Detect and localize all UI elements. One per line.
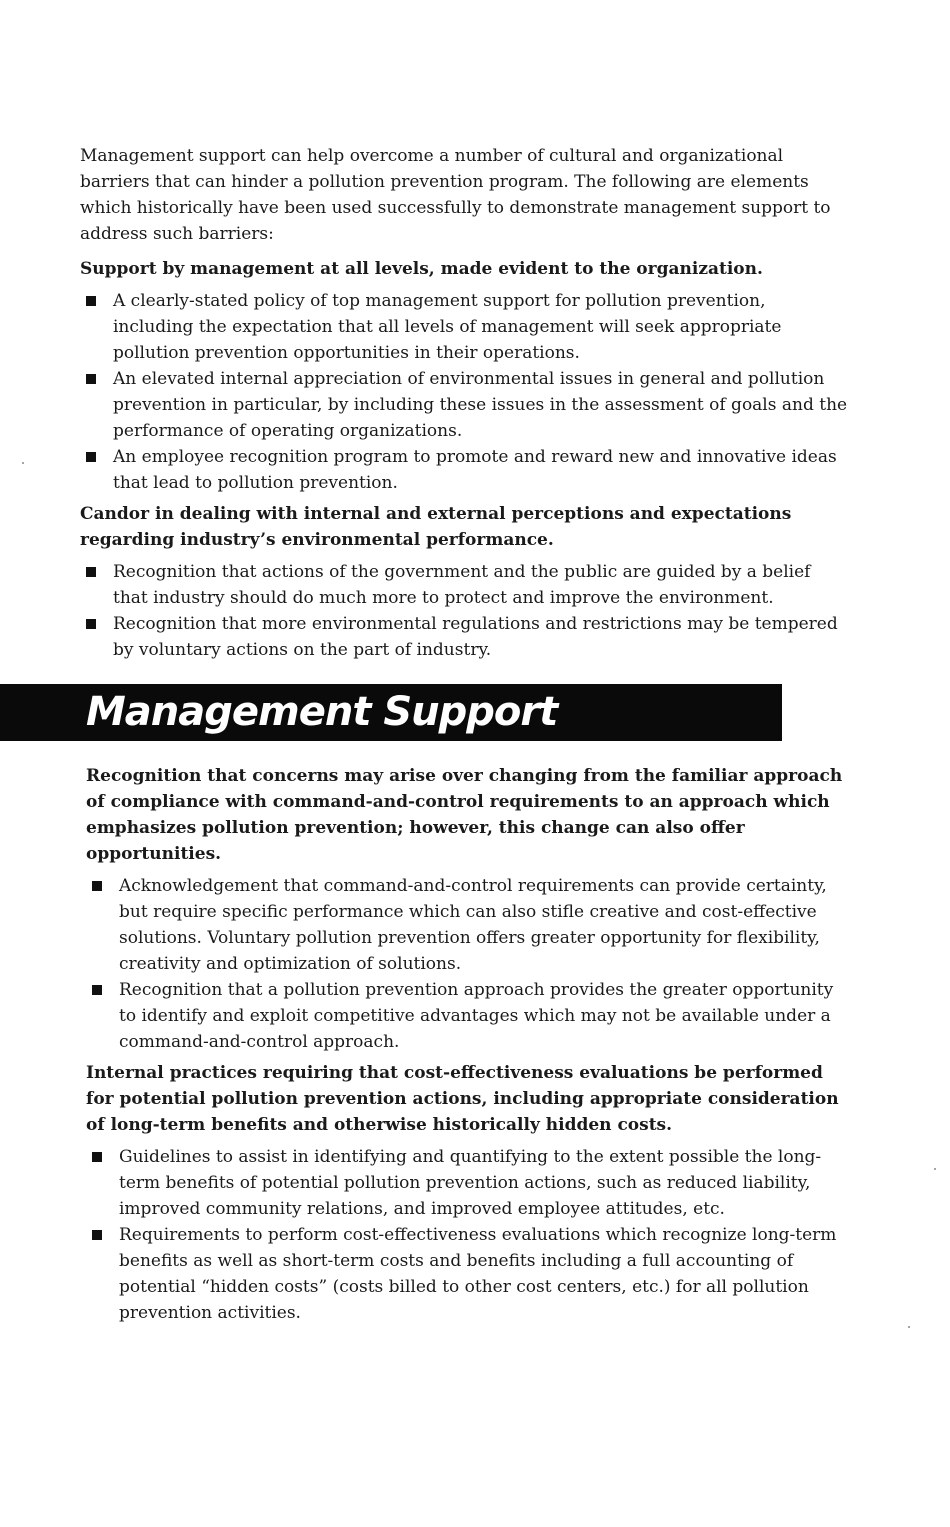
list-item-text: A clearly-stated policy of top management support for pollution prevention, including the expectation that all levels of management will seek appropriate pollution prevention opportunities in their operations. [113,291,782,363]
square-bullet-icon [92,1152,102,1162]
list-item [80,288,850,366]
section-changing-approach [86,763,846,1055]
list-item [80,611,850,663]
bullet-list [86,1144,846,1326]
list-item-text: Guidelines to assist in identifying and quantifying to the extent possible the long-term benefits of potential pollution prevention actions, such as reduced liability, improved community relations, and improved employee attitudes, etc. [119,1147,822,1219]
square-bullet-icon [86,452,96,462]
section-heading: Support by management at all levels, made evident to the organization. [80,259,763,279]
list-item [86,873,846,977]
list-item-text: Recognition that more environmental regulations and restrictions may be tempered by voluntary actions on the part of industry. [113,614,838,660]
list-item [80,366,850,444]
list-item-text: An employee recognition program to promote and reward new and innovative ideas that lead to pollution prevention. [113,447,837,493]
list-item [80,559,850,611]
list-item-text: An elevated internal appreciation of environmental issues in general and pollution prevention in particular, by including these issues in the assessment of goals and the performance of operating organizations. [113,369,848,441]
section-heading: Recognition that concerns may arise over changing from the familiar approach of compliance with command-and-control requirements to an approach which emphasizes pollution prevention; however, this change can also offer opportunities. [86,766,843,864]
section-cost-effectiveness [86,1060,846,1326]
list-item-text: Acknowledgement that command-and-control requirements can provide certainty, but require specific performance which can also stifle creative and cost-effective solutions. Voluntary pollution prevention offers greater opportunity for flexibility, creativity and optimization of solutions. [119,876,827,974]
bullet-list [86,873,846,1055]
square-bullet-icon [86,619,96,629]
scan-speck [22,462,24,464]
list-item [80,444,850,496]
list-item-text: Recognition that a pollution prevention approach provides the greater opportunity to identify and exploit competitive advantages which may not be available under a command-and-control approach. [119,980,834,1052]
square-bullet-icon [86,296,96,306]
list-item [86,1144,846,1222]
bullet-list [80,559,850,663]
intro-paragraph: Management support can help overcome a number of cultural and organizational barriers that can hinder a pollution prevention program. The following are elements which historically have been used successfully to demonstrate management support to address such barriers: [80,146,831,244]
square-bullet-icon [92,985,102,995]
square-bullet-icon [86,567,96,577]
intro-section [80,143,850,247]
square-bullet-icon [92,1230,102,1240]
section-candor [80,501,850,663]
bullet-list [80,288,850,496]
section-management-support-levels [80,256,850,496]
scan-speck [908,1326,910,1328]
title-banner [0,684,782,741]
list-item-text: Recognition that actions of the government and the public are guided by a belief that industry should do much more to protect and improve the environment. [113,562,811,608]
list-item-text: Requirements to perform cost-effectiveness evaluations which recognize long-term benefits as well as short-term costs and benefits including a full accounting of potential “hidden costs” (costs billed to other cost centers, etc.) for all pollution prevention activities. [119,1225,837,1323]
list-item [86,977,846,1055]
square-bullet-icon [86,374,96,384]
square-bullet-icon [92,881,102,891]
section-heading: Candor in dealing with internal and external perceptions and expectations regarding industry’s environmental performance. [80,504,792,550]
list-item [86,1222,846,1326]
page-title: Management Support [86,689,558,735]
section-heading: Internal practices requiring that cost-effectiveness evaluations be performed for potential pollution prevention actions, including appropriate consideration of long-term benefits and otherwise historically hidden costs. [86,1063,839,1135]
scan-speck [934,1168,936,1170]
